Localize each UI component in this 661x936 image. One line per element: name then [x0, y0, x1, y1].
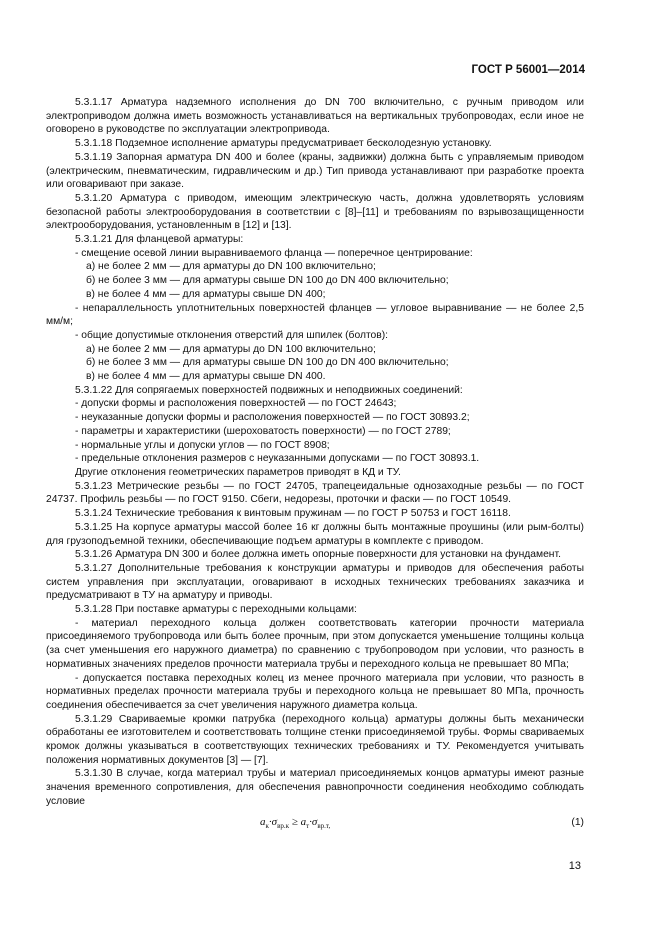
paragraph: в) не более 4 мм — для арматуры свыше DN 400;	[86, 288, 326, 300]
document-body	[46, 96, 584, 834]
paragraph: 5.3.1.20 Арматура с приводом, имеющим электрическую часть, должна удовлетворять условиям безопасной работы электрооборудования в соответствии с [8]–[11] и требованиям по взрывозащищенности электрооборудования, установленным в [12] и [13].	[46, 192, 584, 232]
paragraph: - неуказанные допуски формы и расположения поверхностей — по ГОСТ 30893.2;	[75, 412, 470, 424]
paragraph: 5.3.1.17 Арматура надземного исполнения до DN 700 включительно, с ручным приводом или электроприводом должна иметь возможность устанавливаться на вертикальных трубопроводах, если иное не оговорено в руководстве по эксплуатации электропривода.	[46, 97, 584, 136]
paragraph: - допускается поставка переходных колец из менее прочного материала при условии, что разность в нормативных пределах прочности материала трубы и переходного кольца не превышает 80 МПа, прочность соединения обеспечивается за счет увеличения наружного диаметра кольца.	[46, 672, 584, 711]
paragraph: б) не более 3 мм — для арматуры свыше DN 100 до DN 400 включительно;	[86, 357, 449, 369]
paragraph: 5.3.1.29 Свариваемые кромки патрубка (переходного кольца) арматуры должны быть механически обработаны ее изготовителем и соответствовать толщине стенки присоединяемой трубы. Формы свариваемых кромок должны указываться в соответствующих технических требованиях и ТУ. Рекомендуется учитывать положения нормативных документов [3] — [7].	[46, 713, 584, 766]
standard-designation: ГОСТ Р 56001—2014	[471, 64, 585, 76]
paragraph: 5.3.1.19 Запорная арматура DN 400 и более (краны, задвижки) должна быть с управляемым приводом (электрическим, пневматическим, гидравлическим и др.) Тип привода устанавливают при разработке проекта или оговаривают при заказе.	[46, 151, 584, 191]
paragraph: 5.3.1.28 При поставке арматуры с переходными кольцами:	[75, 604, 357, 616]
paragraph: 5.3.1.27 Дополнительные требования к конструкции арматуры и приводов для обеспечения работы систем управления при эксплуатации, оговаривают в исходных технических требованиях заказчика и предусматривают в ТУ на арматуру и приводы.	[46, 562, 584, 602]
paragraph-list	[46, 96, 584, 809]
paragraph: а) не более 2 мм — для арматуры до DN 100 включительно;	[86, 343, 376, 355]
paragraph: - предельные отклонения размеров с неуказанными допусками — по ГОСТ 30893.1.	[75, 453, 480, 465]
paragraph: 5.3.1.26 Арматура DN 300 и более должна иметь опорные поверхности для установки на фундамент.	[75, 549, 561, 561]
paragraph: 5.3.1.24 Технические требования к винтовым пружинам — по ГОСТ Р 50753 и ГОСТ 16118.	[75, 508, 511, 520]
strength-condition-formula: $a_к\cdot\sigma_{вр.к} \ge a_т\cdot\sigma_{вр.т,}$	[260, 815, 331, 830]
paragraph: - общие допустимые отклонения отверстий для шпилек (болтов):	[75, 329, 389, 341]
paragraph: а) не более 2 мм — для арматуры до DN 100 включительно;	[86, 261, 376, 273]
paragraph: 5.3.1.30 В случае, когда материал трубы и материал присоединяемых концов арматуры имеют разные значения временного сопротивления, для обеспечения равнопрочности соединения необходимо соблюдать условие	[46, 768, 584, 807]
equation-number: (1)	[571, 816, 584, 828]
paragraph: 5.3.1.21 Для фланцевой арматуры:	[75, 234, 244, 246]
paragraph: Другие отклонения геометрических параметров приводят в КД и ТУ.	[75, 466, 401, 478]
paragraph: - смещение осевой линии выравниваемого фланца — поперечное центрирование:	[75, 247, 473, 259]
paragraph: 5.3.1.22 Для сопрягаемых поверхностей подвижных и неподвижных соединений:	[75, 384, 463, 396]
paragraph: - материал переходного кольца должен соответствовать категории прочности материала присоединяемого трубопровода или быть более прочным, при этом допускается уменьшение толщины кольца (за счет уменьшения его наружного диаметра) по сравнению с трубопроводом при условии, что разность в нормативных значениях пределов прочности материала трубы и переходного кольца не превышает 80 МПа;	[46, 617, 584, 670]
paragraph: б) не более 3 мм — для арматуры свыше DN 100 до DN 400 включительно;	[86, 275, 449, 287]
paragraph: - допуски формы и расположения поверхностей — по ГОСТ 24643;	[75, 398, 397, 410]
paragraph: 5.3.1.25 На корпусе арматуры массой более 16 кг должны быть монтажные проушины (или рым-болты) для грузоподъемной техники, обеспечивающие подъем арматуры в комплекте с приводом.	[46, 521, 584, 547]
paragraph: 5.3.1.23 Метрические резьбы — по ГОСТ 24705, трапецеидальные однозаходные резьбы — по ГОСТ 24737. Профиль резьбы — по ГОСТ 9150. Сбеги, недорезы, проточки и фаски — по ГОСТ 10549.	[46, 480, 584, 506]
page-number: 13	[568, 860, 581, 872]
paragraph: 5.3.1.18 Подземное исполнение арматуры предусматривает бесколодезную установку.	[75, 138, 492, 150]
formula-row	[46, 816, 584, 834]
paragraph: в) не более 4 мм — для арматуры свыше DN 400.	[86, 371, 326, 383]
paragraph: - нормальные углы и допуски углов — по ГОСТ 8908;	[75, 439, 330, 451]
paragraph: - параметры и характеристики (шероховатость поверхности) — по ГОСТ 2789;	[75, 425, 451, 437]
paragraph: - непараллельность уплотнительных поверхностей фланцев — угловое выравнивание — не более 2,5 мм/м;	[46, 302, 584, 328]
